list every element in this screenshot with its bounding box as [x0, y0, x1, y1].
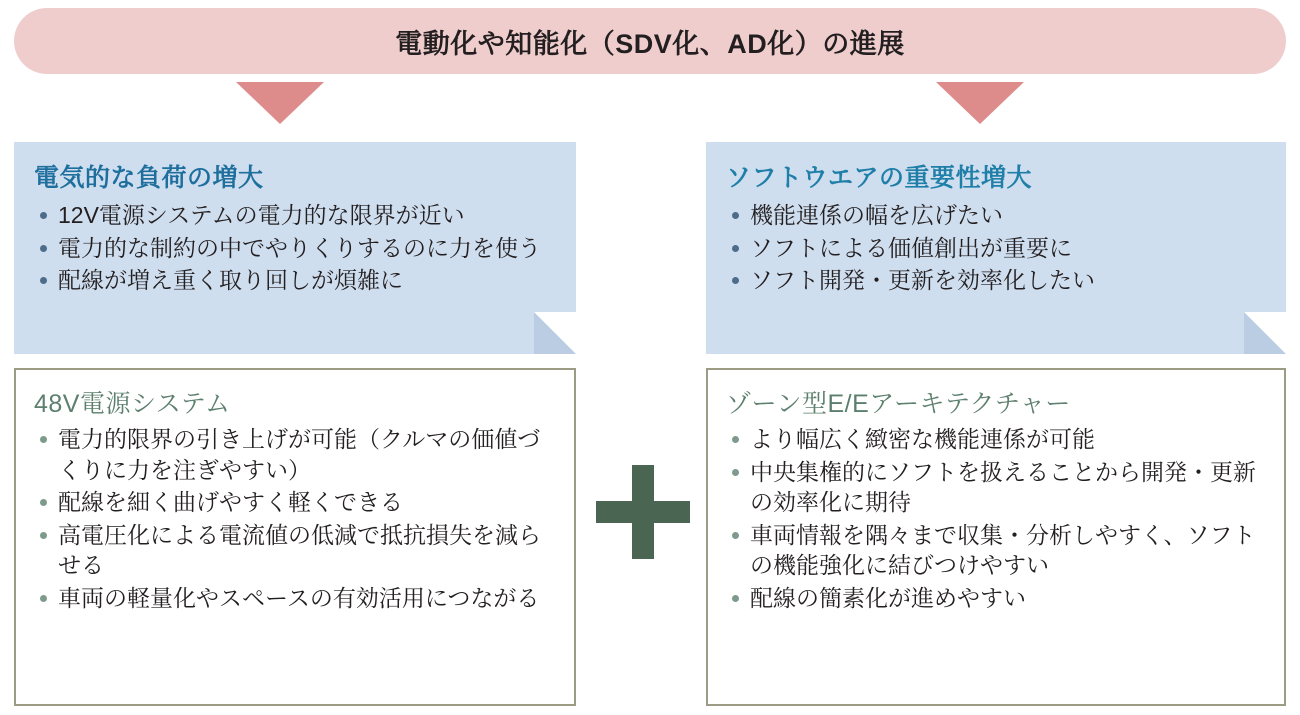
solution-title: ゾーン型E/Eアーキテクチャー — [726, 390, 1071, 418]
list-item: 配線の簡素化が進めやすい — [726, 583, 1266, 614]
challenge-title: ソフトウエアの重要性増大 — [726, 164, 1033, 192]
list-item: 高電圧化による電流値の低減で抵抗損失を減らせる — [34, 520, 556, 581]
list-item: 機能連係の幅を広げたい — [726, 200, 1266, 231]
challenge-title: 電気的な負荷の増大 — [34, 164, 264, 192]
solution-title: 48V電源システム — [34, 390, 231, 418]
list-item: 電力的な制約の中でやりくりするのに力を使う — [34, 233, 556, 264]
down-arrow-right-icon — [936, 82, 1024, 124]
solution-box-zonal-ee-architecture — [706, 368, 1286, 706]
list-item: 車両の軽量化やスペースの有効活用につながる — [34, 583, 556, 614]
list-item: ソフトによる価値創出が重要に — [726, 233, 1266, 264]
challenge-box-electrical-load — [14, 142, 576, 354]
list-item: 12V電源システムの電力的な限界が近い — [34, 200, 556, 231]
solution-list — [726, 424, 1266, 613]
plus-sign-icon — [596, 465, 690, 559]
list-item: ソフト開発・更新を効率化したい — [726, 265, 1266, 296]
challenge-list — [726, 200, 1266, 296]
folded-corner-icon — [534, 312, 576, 354]
list-item: 電力的限界の引き上げが可能（クルマの価値づくりに力を注ぎやすい） — [34, 424, 556, 485]
challenge-list — [34, 200, 556, 296]
banner-title: 電動化や知能化（SDV化、AD化）の進展 — [395, 28, 905, 59]
list-item: 車両情報を隅々まで収集・分析しやすく、ソフトの機能強化に結びつけやすい — [726, 520, 1266, 581]
solution-box-48v-power-system — [14, 368, 576, 706]
list-item: 中央集権的にソフトを扱えることから開発・更新の効率化に期待 — [726, 457, 1266, 518]
solution-list — [34, 424, 556, 613]
folded-corner-icon — [1244, 312, 1286, 354]
down-arrow-left-icon — [236, 82, 324, 124]
header-banner — [14, 8, 1286, 74]
list-item: より幅広く緻密な機能連係が可能 — [726, 424, 1266, 455]
list-item: 配線が増え重く取り回しが煩雑に — [34, 265, 556, 296]
list-item: 配線を細く曲げやすく軽くできる — [34, 487, 556, 518]
challenge-box-software-importance — [706, 142, 1286, 354]
